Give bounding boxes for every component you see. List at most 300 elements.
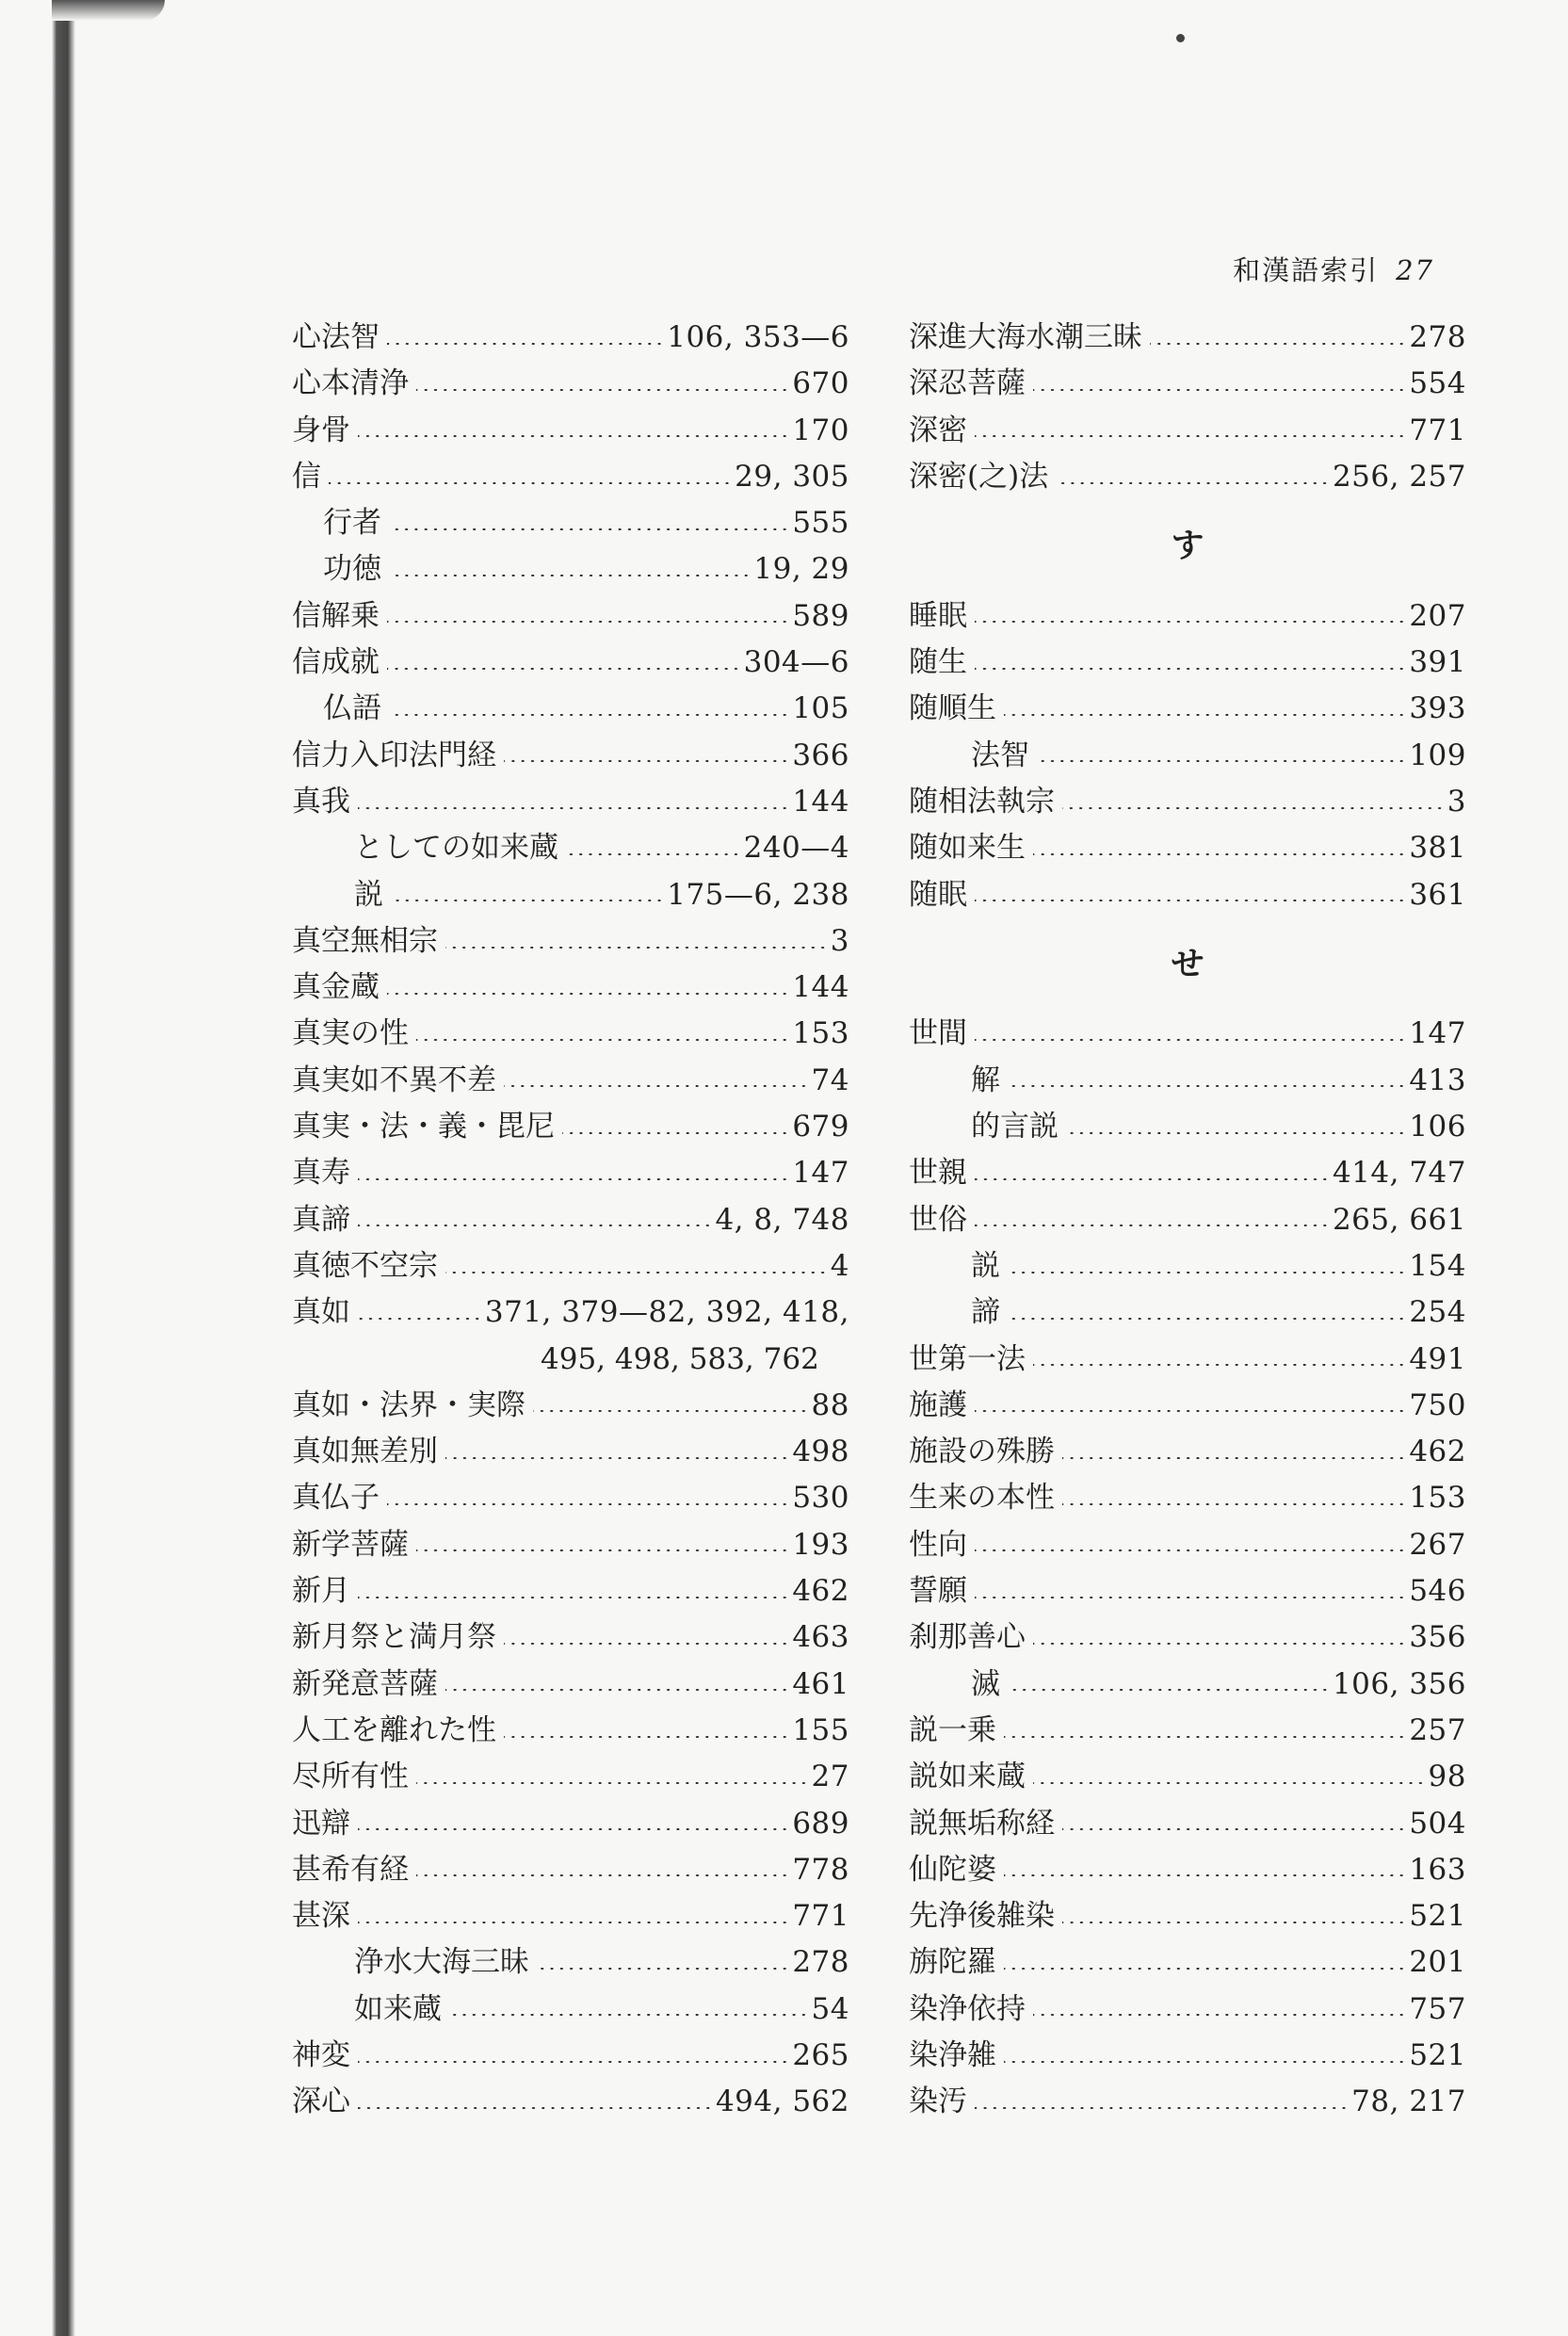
entry-term: 深密(之)法: [909, 459, 1049, 494]
dot-leader: [1033, 1782, 1426, 1784]
entry-pages: 491: [1409, 1341, 1466, 1376]
entry-term: 諦: [971, 1295, 1000, 1330]
entry-term: 真仏子: [292, 1481, 380, 1516]
entry-pages: 521: [1409, 1899, 1466, 1934]
entry-pages: 175—6, 238: [667, 877, 849, 912]
dot-leader: [562, 1132, 789, 1134]
dot-leader: [1008, 1318, 1406, 1320]
entry-pages: 106: [1409, 1110, 1466, 1144]
index-entry: [909, 1290, 1466, 1336]
index-entry: [909, 2079, 1466, 2125]
index-entry: [292, 361, 849, 407]
entry-term: 随眠: [909, 877, 967, 912]
index-entry: [292, 1754, 849, 1800]
index-entry: [909, 825, 1466, 871]
dot-leader: [445, 947, 828, 949]
entry-term: 真実・法・義・毘尼: [292, 1110, 555, 1144]
entry-term: 先浄後雑染: [909, 1899, 1055, 1934]
index-entry: [292, 1568, 849, 1614]
index-entry: [909, 315, 1466, 361]
dot-leader: [1033, 1364, 1406, 1366]
entry-pages: 78, 217: [1351, 2085, 1466, 2119]
entry-pages: 3: [1447, 784, 1466, 819]
entry-term: 仙陀婆: [909, 1852, 996, 1887]
entry-term: 真如・法界・実際: [292, 1387, 525, 1422]
dot-leader: [537, 1968, 789, 1970]
entry-term: 深密: [909, 413, 967, 447]
index-entry: [909, 1383, 1466, 1429]
section-heading: す: [1171, 527, 1204, 566]
entry-term: 新学菩薩: [292, 1527, 409, 1562]
entry-pages: 29, 305: [735, 459, 849, 494]
dot-leader: [1033, 2014, 1406, 2016]
index-entry: [292, 315, 849, 361]
index-entry: [292, 500, 849, 546]
index-entry: [292, 1383, 849, 1429]
entry-pages: 366: [792, 738, 849, 772]
dot-leader: [975, 900, 1406, 901]
index-entry: [909, 1708, 1466, 1754]
dot-leader: [975, 1225, 1330, 1226]
entry-pages: 356: [1409, 1620, 1466, 1655]
entry-term: 信成就: [292, 645, 380, 680]
dot-leader: [1062, 1503, 1406, 1505]
entry-term: 如来蔵: [354, 1991, 442, 2026]
index-entry: [292, 1475, 849, 1521]
entry-term: 迅辯: [292, 1806, 350, 1841]
entry-term: 心法智: [292, 320, 380, 354]
dot-leader: [445, 1272, 828, 1273]
dot-leader: [975, 621, 1406, 623]
index-entry: [909, 779, 1466, 825]
index-entry: [292, 965, 849, 1011]
dot-leader: [1004, 1736, 1406, 1738]
dot-leader: [1008, 1272, 1406, 1273]
entry-term: 随如来生: [909, 831, 1026, 866]
entry-pages: 106, 356: [1332, 1666, 1466, 1701]
dot-leader: [358, 2061, 789, 2063]
entry-term: 法智: [971, 738, 1029, 772]
entry-pages: 546: [1409, 1574, 1466, 1609]
entry-pages: 278: [1409, 320, 1466, 354]
entry-pages: 4, 8, 748: [715, 1202, 849, 1237]
index-entry: [292, 1801, 849, 1847]
index-entry: [292, 593, 849, 640]
entry-pages: 750: [1409, 1387, 1466, 1422]
entry-term: 生来の本性: [909, 1481, 1055, 1516]
dot-leader: [387, 668, 741, 670]
entry-pages: 265: [792, 2037, 849, 2072]
entry-term: 説無垢称経: [909, 1806, 1055, 1841]
index-entry: [909, 1847, 1466, 1893]
dot-leader: [387, 621, 789, 623]
dot-leader: [358, 1178, 789, 1180]
entry-pages: 462: [792, 1574, 849, 1609]
index-column-left: [292, 315, 849, 2126]
dot-leader: [416, 389, 789, 391]
entry-term: 行者: [323, 506, 381, 541]
index-entry: [909, 454, 1466, 500]
index-entry: [292, 1197, 849, 1243]
dot-leader: [387, 343, 664, 345]
dot-leader: [1008, 1689, 1330, 1691]
dot-leader: [416, 1039, 789, 1041]
entry-term: 甚希有経: [292, 1852, 409, 1887]
dot-leader: [387, 993, 789, 995]
entry-term: 説: [971, 1248, 1000, 1283]
entry-pages: 3: [830, 923, 849, 958]
entry-term: 真如: [292, 1295, 350, 1330]
dot-leader: [1056, 482, 1330, 484]
entry-term: 睡眠: [909, 598, 967, 633]
dot-leader: [416, 1782, 809, 1784]
scan-artifact: [52, 0, 165, 21]
index-entry: [292, 1614, 849, 1661]
entry-pages: 670: [792, 366, 849, 401]
index-entry: [292, 1847, 849, 1893]
entry-pages: 144: [792, 784, 849, 819]
entry-term: 新発意菩薩: [292, 1666, 438, 1701]
entry-term: 信力入印法門経: [292, 738, 496, 772]
dot-leader: [416, 1874, 789, 1876]
index-entry: [292, 1708, 849, 1754]
dot-leader: [533, 1410, 809, 1412]
dot-leader: [1004, 2061, 1406, 2063]
entry-term: 的言説: [971, 1110, 1059, 1144]
dot-leader: [504, 1085, 809, 1087]
entry-term: 仏語: [323, 691, 381, 726]
dot-leader: [1008, 1085, 1406, 1087]
entry-pages: 463: [792, 1620, 849, 1655]
index-entry: [909, 593, 1466, 640]
scan-speck: [1176, 34, 1185, 42]
index-entry: [292, 454, 849, 500]
dot-leader: [1004, 714, 1406, 716]
index-entry: [292, 1522, 849, 1568]
index-entry: [292, 2033, 849, 2079]
entry-term: 世親: [909, 1156, 967, 1191]
entry-pages: 27: [811, 1760, 849, 1794]
entry-pages: 555: [792, 506, 849, 541]
entry-pages: 304—6: [743, 645, 849, 680]
dot-leader: [358, 1225, 712, 1226]
index-entry: [909, 1337, 1466, 1383]
entry-term: 新月: [292, 1574, 350, 1609]
page-header: [1233, 250, 1434, 288]
dot-leader: [975, 668, 1406, 670]
entry-term: 真空無相宗: [292, 923, 438, 958]
entry-pages: 381: [1409, 831, 1466, 866]
entry-term: 信解乗: [292, 598, 380, 633]
entry-pages: 153: [792, 1016, 849, 1051]
dot-leader: [358, 435, 789, 437]
index-entry: [909, 361, 1466, 407]
entry-pages: 163: [1409, 1852, 1466, 1887]
dot-leader: [1033, 389, 1406, 391]
entry-term: 深心: [292, 2085, 350, 2119]
entry-term: 世第一法: [909, 1341, 1026, 1376]
dot-leader: [416, 1549, 789, 1551]
entry-pages: 170: [792, 413, 849, 447]
entry-pages: 153: [1409, 1481, 1466, 1516]
dot-leader: [389, 528, 789, 530]
dot-leader: [504, 1736, 789, 1738]
index-entry: [292, 1893, 849, 1939]
dot-leader: [329, 482, 732, 484]
entry-pages: 265, 661: [1332, 1202, 1466, 1237]
entry-term: 深忍菩薩: [909, 366, 1026, 401]
entry-pages: 393: [1409, 691, 1466, 726]
dot-leader: [389, 575, 751, 576]
index-entry: [292, 2079, 849, 2125]
entry-pages: 155: [792, 1712, 849, 1747]
entry-pages: 589: [792, 598, 849, 633]
entry-term: 誓願: [909, 1574, 967, 1609]
entry-pages: 504: [1409, 1806, 1466, 1841]
entry-pages: 679: [792, 1110, 849, 1144]
entry-term: 性向: [909, 1527, 967, 1562]
entry-term: 神変: [292, 2037, 350, 2072]
entry-term: 真徳不空宗: [292, 1248, 438, 1283]
entry-term: 随生: [909, 645, 967, 680]
index-entry: [292, 1987, 849, 2033]
index-entry: [909, 1058, 1466, 1104]
dot-leader: [975, 1039, 1406, 1041]
index-entry: [909, 1614, 1466, 1661]
dot-leader: [975, 2107, 1349, 2109]
index-entry: [292, 546, 849, 592]
index-entry: [292, 686, 849, 732]
entry-pages: 254: [1409, 1295, 1466, 1330]
index-entry: [292, 640, 849, 686]
entry-term: 随相法執宗: [909, 784, 1055, 819]
index-column-right: [909, 315, 1466, 2126]
entry-pages: 109: [1409, 738, 1466, 772]
index-entry: [292, 1243, 849, 1290]
entry-term: 功徳: [323, 552, 381, 587]
index-entry: [292, 779, 849, 825]
entry-term: 甚深: [292, 1899, 350, 1934]
section-heading: せ: [1171, 944, 1204, 983]
dot-leader: [358, 1318, 482, 1320]
entry-pages: 413: [1409, 1063, 1466, 1097]
entry-term: 真実如不異不差: [292, 1063, 496, 1097]
entry-pages: 54: [811, 1991, 849, 2026]
entry-term: 深進大海水潮三昧: [909, 320, 1142, 354]
entry-pages: 498: [792, 1435, 849, 1469]
dot-leader: [1062, 1828, 1406, 1830]
entry-term: 真如無差別: [292, 1435, 438, 1469]
dot-leader: [1033, 1643, 1406, 1645]
entry-pages: 461: [792, 1666, 849, 1701]
index-entry: [292, 733, 849, 779]
index-entry: [909, 1987, 1466, 2033]
dot-leader: [358, 1922, 789, 1923]
entry-term: 旃陀羅: [909, 1945, 996, 1980]
dot-leader: [975, 435, 1406, 437]
entry-pages: 771: [1409, 413, 1466, 447]
entry-term: 真金蔵: [292, 970, 380, 1005]
entry-term: 身骨: [292, 413, 350, 447]
entry-pages: 521: [1409, 2037, 1466, 2072]
entry-pages: 240—4: [743, 831, 849, 866]
entry-pages: 98: [1428, 1760, 1466, 1794]
entry-term: 真我: [292, 784, 350, 819]
entry-pages: 391: [1409, 645, 1466, 680]
index-entry: [292, 1939, 849, 1986]
entry-term: 染浄雑: [909, 2037, 996, 2072]
dot-leader: [1033, 853, 1406, 855]
entry-term: 滅: [971, 1666, 1000, 1701]
entry-pages: 154: [1409, 1248, 1466, 1283]
entry-term: 施設の殊勝: [909, 1435, 1055, 1469]
index-entry: [909, 1939, 1466, 1986]
entry-term: 説一乗: [909, 1712, 996, 1747]
dot-leader: [1062, 1457, 1406, 1459]
entry-term: 世間: [909, 1016, 967, 1051]
entry-pages: 530: [792, 1481, 849, 1516]
dot-leader: [1066, 1132, 1406, 1134]
dot-leader: [358, 1597, 789, 1598]
entry-pages: 371, 379—82, 392, 418,: [484, 1295, 849, 1330]
book-binding-edge: [0, 0, 75, 2336]
entry-term: 説: [354, 877, 383, 912]
entry-term: としての如来蔵: [354, 831, 558, 866]
index-entry: [909, 408, 1466, 454]
index-entry: [909, 1150, 1466, 1196]
index-entry: [909, 1243, 1466, 1290]
dot-leader: [358, 2107, 713, 2109]
entry-pages: 88: [811, 1387, 849, 1422]
index-entry: [909, 2033, 1466, 2079]
dot-leader: [1062, 807, 1445, 809]
entry-pages: 201: [1409, 1945, 1466, 1980]
index-entry: [909, 1429, 1466, 1475]
dot-leader: [1004, 1874, 1406, 1876]
entry-pages: 414, 747: [1332, 1156, 1466, 1191]
dot-leader: [1062, 1922, 1406, 1923]
index-entry: [292, 1104, 849, 1150]
dot-leader: [445, 1689, 789, 1691]
dot-leader: [504, 1643, 789, 1645]
dot-leader: [358, 807, 789, 809]
dot-leader: [975, 1597, 1406, 1598]
entry-pages: 554: [1409, 366, 1466, 401]
index-entry: [909, 1754, 1466, 1800]
index-entry: [909, 1104, 1466, 1150]
index-entry: [909, 1893, 1466, 1939]
index-entry: [909, 1011, 1466, 1057]
entry-pages: 462: [1409, 1435, 1466, 1469]
dot-leader: [975, 1178, 1330, 1180]
dot-leader: [391, 900, 664, 901]
dot-leader: [387, 1503, 789, 1505]
index-entry: [909, 733, 1466, 779]
entry-term: 世俗: [909, 1202, 967, 1237]
dot-leader: [975, 1410, 1406, 1412]
index-entry: [909, 1475, 1466, 1521]
index-entry-continuation: 495, 498, 583, 762: [541, 1341, 819, 1376]
dot-leader: [1037, 760, 1406, 762]
index-entry: [292, 825, 849, 871]
index-entry: [909, 640, 1466, 686]
entry-pages: 147: [792, 1156, 849, 1191]
index-entry: [292, 1011, 849, 1057]
entry-pages: 757: [1409, 1991, 1466, 2026]
entry-term: 浄水大海三昧: [354, 1945, 529, 1980]
entry-pages: 193: [792, 1527, 849, 1562]
entry-pages: 689: [792, 1806, 849, 1841]
entry-pages: 74: [811, 1063, 849, 1097]
dot-leader: [389, 714, 789, 716]
index-entry: [909, 1522, 1466, 1568]
dot-leader: [975, 1549, 1406, 1551]
entry-pages: 105: [792, 691, 849, 726]
entry-term: 人工を離れた性: [292, 1712, 496, 1747]
index-entry: [292, 918, 849, 965]
entry-pages: 267: [1409, 1527, 1466, 1562]
entry-term: 説如来蔵: [909, 1760, 1026, 1794]
entry-term: 解: [971, 1063, 1000, 1097]
entry-term: 染浄依持: [909, 1991, 1026, 2026]
entry-term: 信: [292, 459, 321, 494]
index-entry: [292, 1662, 849, 1708]
index-entry: [909, 1568, 1466, 1614]
running-title: 和漢語索引: [1233, 254, 1380, 286]
dot-leader: [449, 2014, 809, 2016]
entry-pages: 778: [792, 1852, 849, 1887]
dot-leader: [1150, 343, 1406, 345]
index-entry: [292, 1290, 849, 1336]
entry-pages: 147: [1409, 1016, 1466, 1051]
dot-leader: [445, 1457, 789, 1459]
index-entry: [292, 408, 849, 454]
entry-pages: 106, 353—6: [667, 320, 849, 354]
entry-pages: 19, 29: [753, 552, 849, 587]
entry-term: 新月祭と満月祭: [292, 1620, 496, 1655]
entry-pages: 256, 257: [1332, 459, 1466, 494]
entry-term: 真寿: [292, 1156, 350, 1191]
dot-leader: [358, 1828, 789, 1830]
index-entry: [909, 1801, 1466, 1847]
entry-pages: 278: [792, 1945, 849, 1980]
index-entry: [292, 1429, 849, 1475]
entry-term: 施護: [909, 1387, 967, 1422]
index-entry: [909, 686, 1466, 732]
dot-leader: [504, 760, 789, 762]
entry-term: 真諦: [292, 1202, 350, 1237]
index-entry: [909, 872, 1466, 918]
entry-pages: 361: [1409, 877, 1466, 912]
entry-term: 随順生: [909, 691, 996, 726]
index-entry: [292, 1058, 849, 1104]
dot-leader: [1004, 1968, 1406, 1970]
entry-term: 刹那善心: [909, 1620, 1026, 1655]
entry-term: 染汚: [909, 2085, 967, 2119]
entry-term: 心本清浄: [292, 366, 409, 401]
page-number: 27: [1396, 254, 1434, 286]
entry-pages: 144: [792, 970, 849, 1005]
entry-pages: 257: [1409, 1712, 1466, 1747]
entry-term: 真実の性: [292, 1016, 409, 1051]
entry-pages: 494, 562: [715, 2085, 849, 2119]
entry-pages: 771: [792, 1899, 849, 1934]
index-entry: [909, 1662, 1466, 1708]
index-entry: [292, 1150, 849, 1196]
entry-pages: 4: [830, 1248, 849, 1283]
index-entry: [292, 872, 849, 918]
entry-pages: 207: [1409, 598, 1466, 633]
